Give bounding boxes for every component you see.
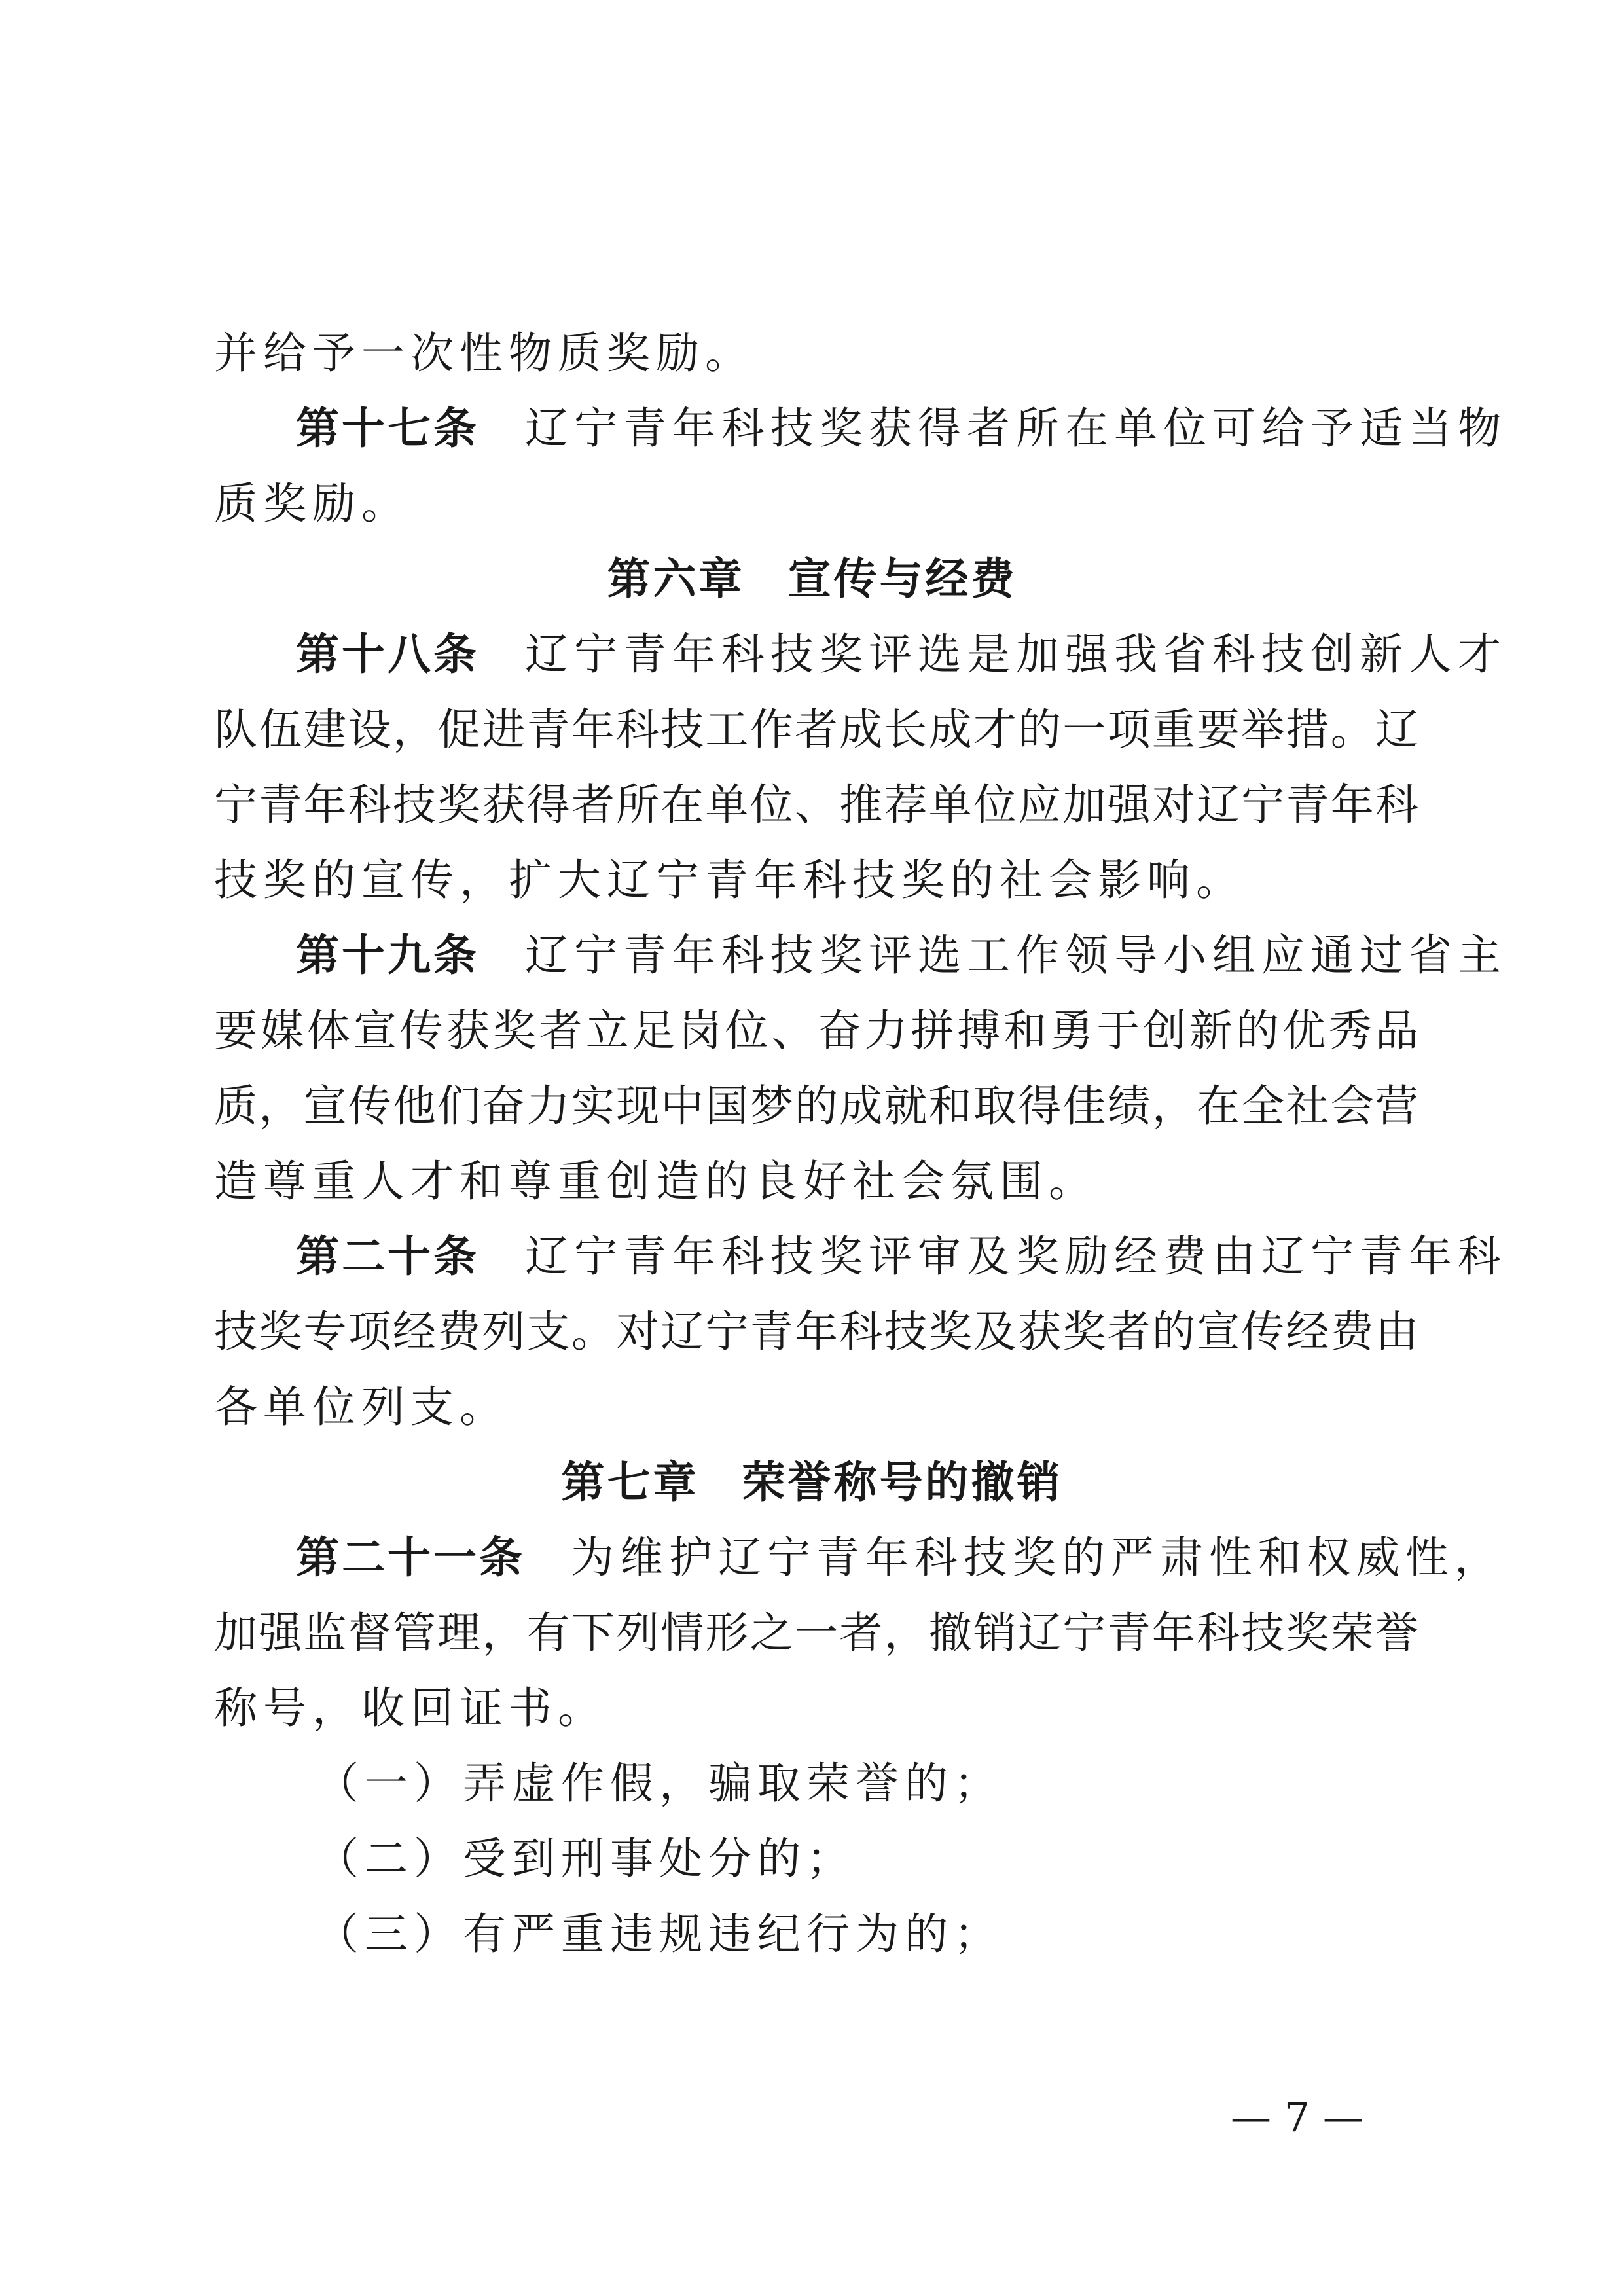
paragraph-line: 并给予一次性物质奖励。: [214, 328, 754, 378]
article-19-text: 辽宁青年科技奖评选工作领导小组应通过省主: [525, 930, 1507, 981]
chapter-7-heading: [0, 1456, 1624, 1509]
chapter-6-number: 第六章: [607, 554, 745, 604]
list-item: （二）受到刑事处分的；: [316, 1833, 856, 1884]
list-item: （一）弄虚作假，骗取荣誉的；: [316, 1758, 1003, 1809]
article-18-text: 辽宁青年科技奖评选是加强我省科技创新人才: [525, 629, 1507, 679]
paragraph-line: 称号，收回证书。: [214, 1683, 607, 1733]
article-17-label: 第十七条: [296, 403, 479, 454]
chapter-6-heading: [0, 553, 1624, 605]
paragraph-line: 各单位列支。: [214, 1382, 509, 1432]
chapter-6-title: 宣传与经费: [787, 554, 1017, 604]
article-20-label: 第二十条: [296, 1231, 479, 1282]
list-item: （三）有严重违规违纪行为的；: [316, 1909, 1003, 1959]
article-19-label: 第十九条: [296, 930, 479, 981]
paragraph-line: 质，宣传他们奋力实现中国梦的成就和取得佳绩，在全社会营: [214, 1081, 1418, 1131]
paragraph-line: 技奖专项经费列支。对辽宁青年科技奖及获奖者的宣传经费由: [214, 1307, 1418, 1357]
article-20-text: 辽宁青年科技奖评审及奖励经费由辽宁青年科: [525, 1231, 1507, 1282]
article-19-line-1: [296, 929, 1507, 982]
paragraph-line: 技奖的宣传，扩大辽宁青年科技奖的社会影响。: [214, 855, 1245, 905]
paragraph-line: 造尊重人才和尊重创造的良好社会氛围。: [214, 1156, 1098, 1206]
article-21-text: 为维护辽宁青年科技奖的严肃性和权威性，: [571, 1532, 1504, 1583]
paragraph-line: 质奖励。: [214, 478, 410, 529]
article-21-label: 第二十一条: [296, 1532, 525, 1583]
page-number: — 7 —: [1231, 2093, 1363, 2141]
article-17-text: 辽宁青年科技奖获得者所在单位可给予适当物: [525, 403, 1507, 454]
article-21-line-1: [296, 1532, 1504, 1584]
paragraph-line: 宁青年科技奖获得者所在单位、推荐单位应加强对辽宁青年科: [214, 780, 1418, 830]
article-18-label: 第十八条: [296, 629, 479, 679]
paragraph-line: 加强监督管理，有下列情形之一者，撤销辽宁青年科技奖荣誉: [214, 1608, 1418, 1658]
paragraph-line: 队伍建设，促进青年科技工作者成长成才的一项重要举措。辽: [214, 704, 1418, 755]
paragraph-line: 要媒体宣传获奖者立足岗位、奋力拼搏和勇于创新的优秀品: [214, 1005, 1418, 1056]
chapter-7-number: 第七章: [561, 1457, 699, 1507]
chapter-7-title: 荣誉称号的撤销: [742, 1457, 1063, 1507]
article-17-line-1: [296, 403, 1507, 455]
article-20-line-1: [296, 1231, 1507, 1283]
article-18-line-1: [296, 628, 1507, 681]
